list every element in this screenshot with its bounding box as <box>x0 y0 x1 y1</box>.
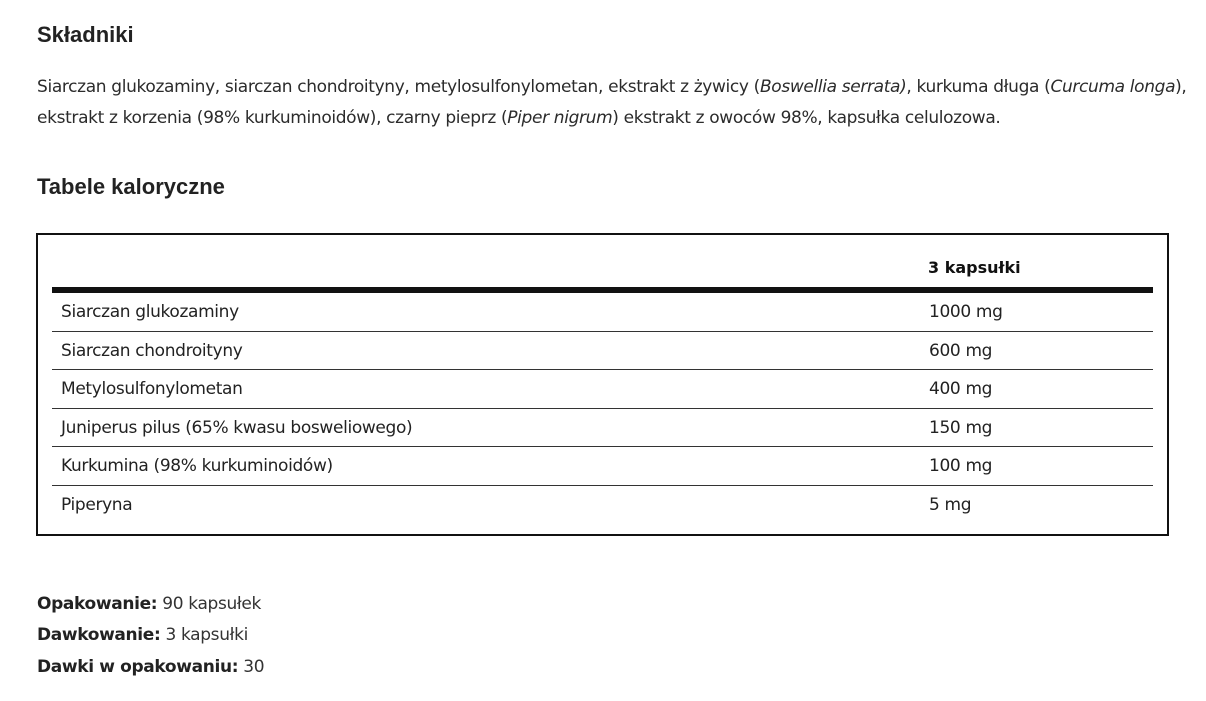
ingredients-part: ), ekstrakt z korzenia (98% kurkuminoidów), czarny pieprz ( <box>37 77 1187 128</box>
ingredients-latin-name: Piper nigrum <box>507 108 613 128</box>
row-name: Juniperus pilus (65% kwasu bosweliowego) <box>61 417 413 438</box>
ingredients-text <box>37 72 1187 134</box>
info-value: 90 kapsułek <box>157 594 261 614</box>
row-value: 150 mg <box>929 417 993 438</box>
ingredients-heading: Składniki <box>37 22 134 47</box>
doses-per-package-info <box>37 657 264 677</box>
info-value: 3 kapsułki <box>160 625 248 645</box>
table-row <box>52 370 1153 409</box>
row-value: 1000 mg <box>929 302 1003 322</box>
row-name: Metylosulfonylometan <box>61 379 243 400</box>
row-value: 400 mg <box>929 379 993 400</box>
table-row <box>52 486 1153 525</box>
info-label: Opakowanie: <box>37 594 158 614</box>
table-header <box>52 235 1153 293</box>
nutrition-heading: Tabele kaloryczne <box>37 174 225 199</box>
row-value: 100 mg <box>929 456 993 477</box>
ingredients-part: Siarczan glukozaminy, siarczan chondroityny, metylosulfonylometan, ekstrakt z żywicy ( <box>37 77 760 97</box>
ingredients-latin-name: Boswellia serrata) <box>759 77 907 97</box>
row-name: Piperyna <box>61 494 133 515</box>
dosage-info <box>37 625 248 645</box>
packaging-info <box>37 594 261 614</box>
ingredients-part: ) ekstrakt z owoców 98%, kapsułka celulozowa. <box>612 108 1001 128</box>
ingredients-part: , kurkuma długa ( <box>906 77 1051 97</box>
row-name: Siarczan chondroityny <box>61 340 243 361</box>
info-label: Dawkowanie: <box>37 625 161 645</box>
table-body <box>52 293 1153 525</box>
row-value: 600 mg <box>929 340 993 361</box>
info-value: 30 <box>238 657 265 677</box>
ingredients-latin-name: Curcuma longa <box>1050 77 1176 97</box>
column-header-serving: 3 kapsułki <box>928 258 1021 277</box>
row-name: Siarczan glukozaminy <box>61 302 239 322</box>
info-label: Dawki w opakowaniu: <box>37 657 239 677</box>
table-row <box>52 447 1153 486</box>
row-value: 5 mg <box>929 494 972 515</box>
table-row <box>52 409 1153 448</box>
table-row <box>52 293 1153 332</box>
nutrition-table <box>36 233 1169 536</box>
table-row <box>52 332 1153 371</box>
row-name: Kurkumina (98% kurkuminoidów) <box>61 456 333 477</box>
